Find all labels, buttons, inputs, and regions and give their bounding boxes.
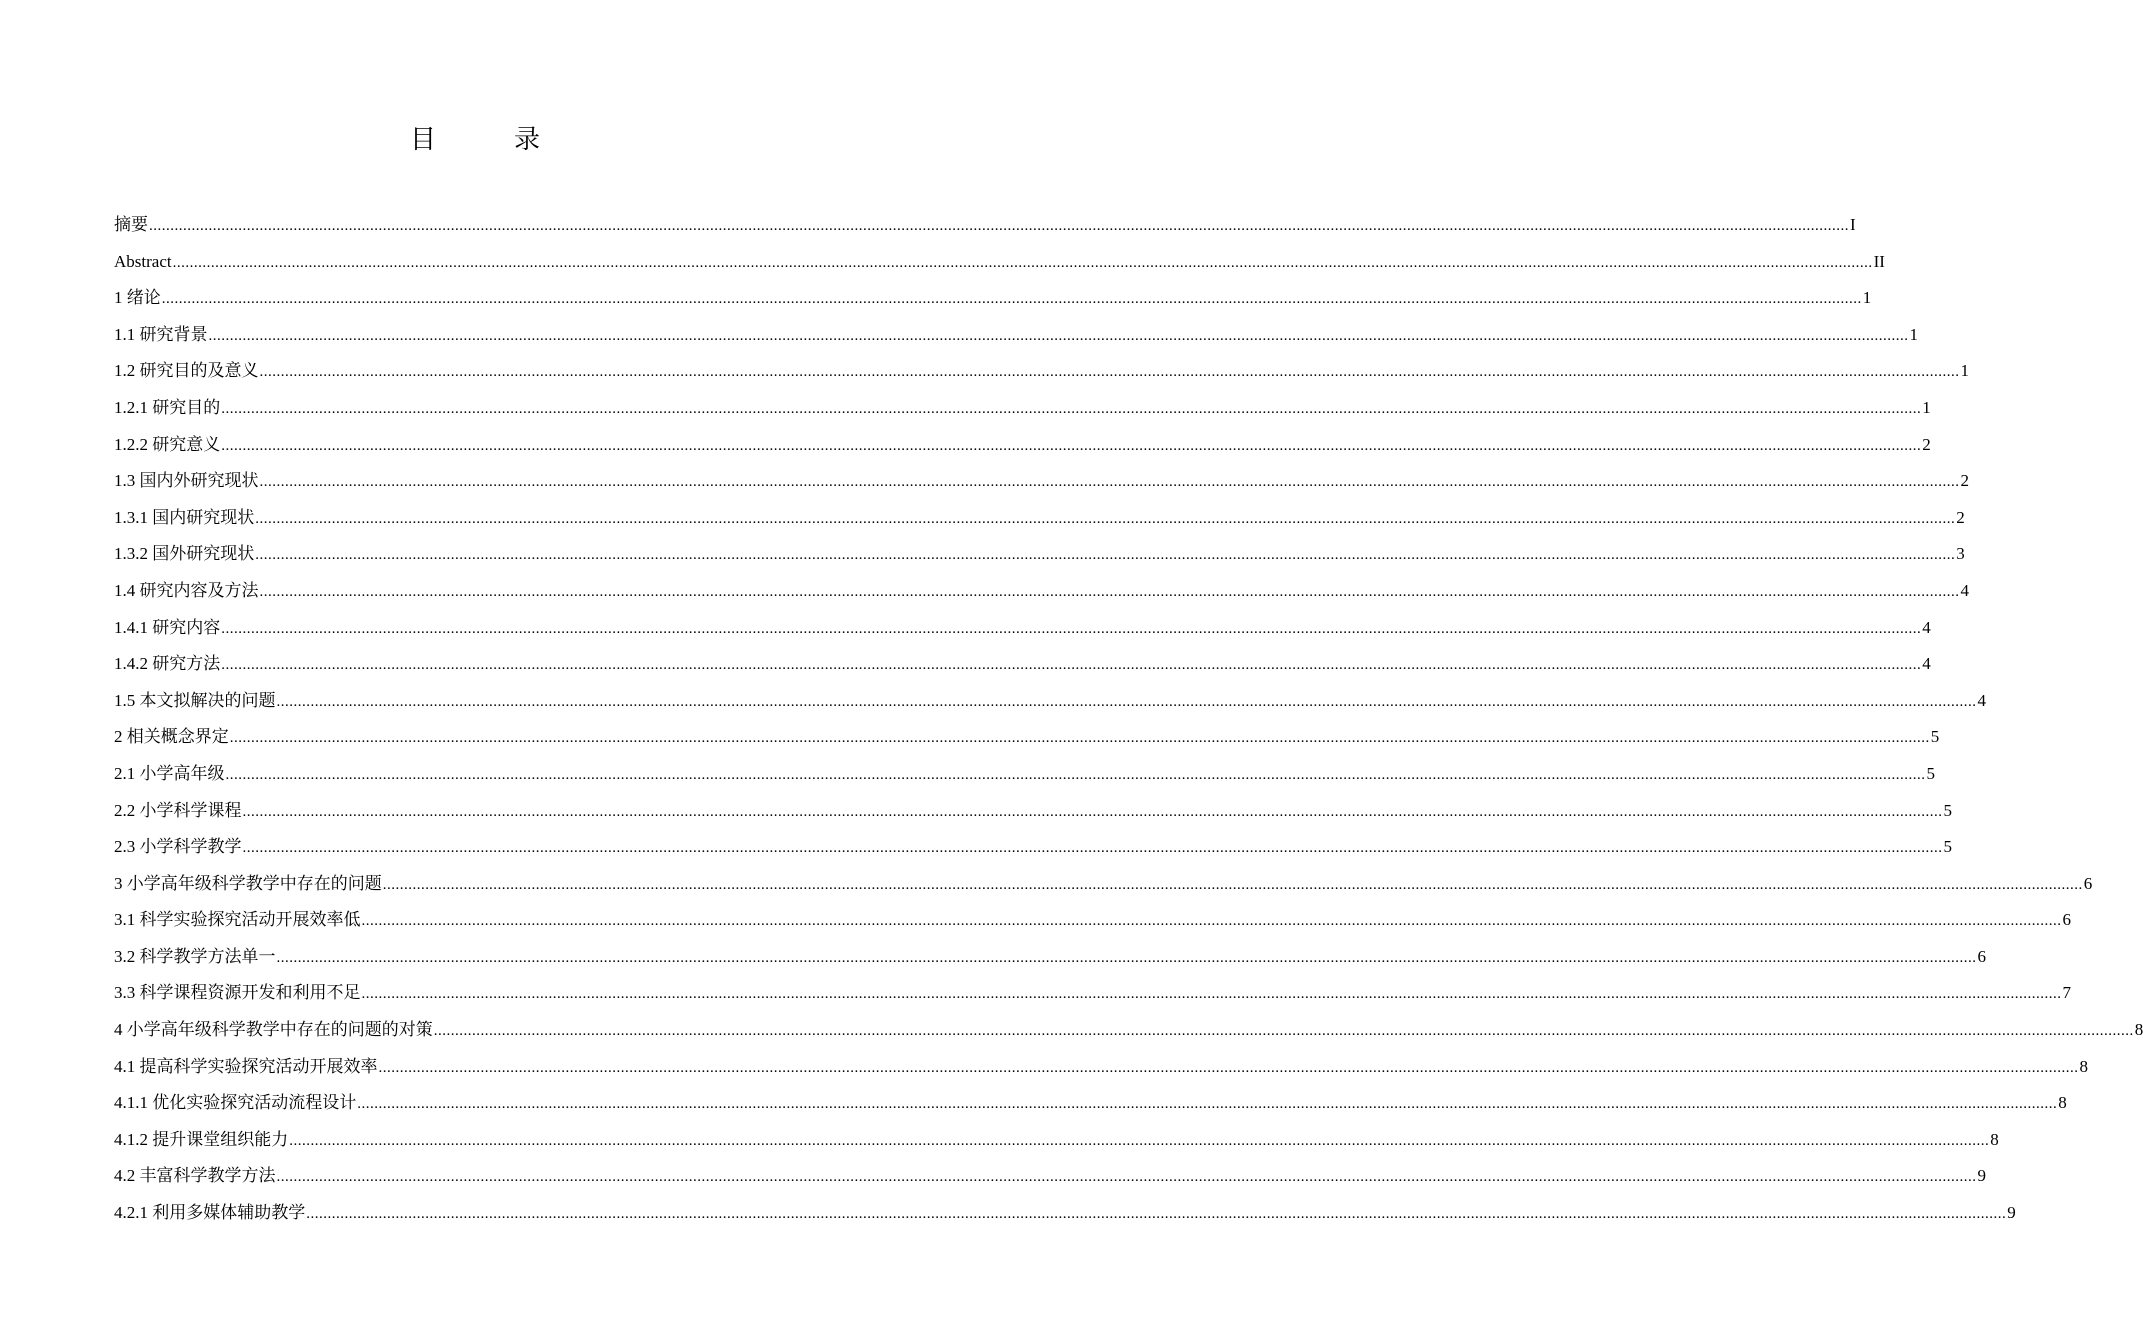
toc-entry-page-number: 1 [1922,397,1931,417]
toc-entry-label: 3.1 科学实验探究活动开展效率低 [114,910,361,930]
toc-dot-leader: ................................................................................................................................................................................................................................................................................................................................................................................................................ [306,1206,2007,1223]
toc-entry-label: 2 相关概念界定 [114,727,229,747]
toc-entry-label: 摘要 [114,215,148,234]
toc-entry-page-number: 5 [1930,727,1940,747]
toc-entry-page-number: 1 [1960,361,1969,381]
toc-entry[interactable] [114,500,1965,537]
toc-entry-label: 4.1.1 优化实验探究活动流程设计 [114,1093,357,1113]
toc-entry[interactable] [114,1122,1999,1159]
toc-entry-page-number: 5 [1943,837,1952,857]
toc-entry[interactable] [114,353,1969,390]
toc-entry-label: 2.3 小学科学教学 [114,837,242,857]
toc-entry-page-number: 1 [1862,288,1872,308]
toc-entry[interactable] [114,244,1885,281]
toc-entry[interactable] [114,427,1931,464]
toc-entry-page-number: 9 [2007,1203,2016,1223]
toc-dot-leader: ................................................................................................................................................................................................................................................................................................................................................................................................................ [259,474,1960,491]
toc-entry[interactable] [114,463,1969,500]
toc-entry-label: 1.4.2 研究方法 [114,654,221,674]
toc-entry-label: Abstract [114,251,172,271]
toc-entry-label: 3.2 科学教学方法单一 [114,946,276,966]
toc-entry-page-number: 5 [1926,763,1935,783]
toc-entry[interactable] [114,280,1872,317]
toc-entry-page-number: I [1850,215,1856,234]
toc-dot-leader: ................................................................................................................................................................................................................................................................................................................................................................................................................ [357,1096,2058,1113]
toc-entry-label: 1.3.1 国内研究现状 [114,507,255,527]
toc-entry[interactable] [114,939,1986,976]
toc-entry-page-number: 5 [1943,800,1952,820]
toc-entry-label: 4.2 丰富科学教学方法 [114,1166,276,1186]
toc-entry-label: 4.1.2 提升课堂组织能力 [114,1129,289,1149]
toc-entry-page-number: 6 [2083,873,2093,893]
toc-entry[interactable] [114,793,1952,830]
toc-entry[interactable] [114,610,1931,647]
toc-entry-page-number: II [1873,251,1885,271]
toc-entry-page-number: 4 [1922,617,1931,637]
toc-dot-leader: ................................................................................................................................................................................................................................................................................................................................................................................................................ [276,949,1977,966]
toc-dot-leader: ................................................................................................................................................................................................................................................................................................................................................................................................................ [433,1023,2134,1040]
toc-entry-label: 1.2 研究目的及意义 [114,361,259,381]
toc-entry-label: 2.2 小学科学课程 [114,800,242,820]
toc-dot-leader: ................................................................................................................................................................................................................................................................................................................................................................................................................ [255,547,1956,564]
toc-entry-label: 1.2.2 研究意义 [114,434,221,454]
toc-entry[interactable] [114,756,1935,793]
toc-entry-page-number: 1 [1909,324,1918,344]
toc-entry-page-number: 8 [2058,1093,2067,1113]
toc-list [114,207,2143,1232]
toc-entry[interactable] [114,390,1931,427]
toc-entry-page-number: 2 [1922,434,1931,454]
toc-entry[interactable] [114,646,1931,683]
toc-dot-leader: ................................................................................................................................................................................................................................................................................................................................................................................................................ [221,437,1922,454]
toc-entry-label: 1.1 研究背景 [114,324,208,344]
toc-dot-leader: ................................................................................................................................................................................................................................................................................................................................................................................................................ [221,620,1922,637]
toc-entry-label: 4 小学高年级科学教学中存在的问题的对策 [114,1020,433,1040]
toc-entry-page-number: 8 [1990,1129,1999,1149]
toc-dot-leader: ................................................................................................................................................................................................................................................................................................................................................................................................................ [361,986,2062,1003]
toc-dot-leader: ................................................................................................................................................................................................................................................................................................................................................................................................................ [259,583,1960,600]
toc-entry-label: 4.1 提高科学实验探究活动开展效率 [114,1056,378,1076]
toc-entry-page-number: 6 [2062,910,2071,930]
toc-dot-leader: ................................................................................................................................................................................................................................................................................................................................................................................................................ [229,730,1930,747]
toc-dot-leader: ................................................................................................................................................................................................................................................................................................................................................................................................................ [259,364,1960,381]
toc-dot-leader: ................................................................................................................................................................................................................................................................................................................................................................................................................ [242,840,1943,857]
toc-entry-page-number: 2 [1960,471,1969,491]
toc-dot-leader: ................................................................................................................................................................................................................................................................................................................................................................................................................ [221,657,1922,674]
toc-entry-label: 1.5 本文拟解决的问题 [114,690,276,710]
toc-dot-leader: ................................................................................................................................................................................................................................................................................................................................................................................................................ [378,1059,2079,1076]
toc-entry[interactable] [114,1085,2067,1122]
toc-entry-page-number: 6 [1977,946,1986,966]
toc-entry-label: 2.1 小学高年级 [114,763,225,783]
toc-entry-page-number: 3 [1956,544,1965,564]
toc-entry-label: 1 绪论 [114,288,161,308]
toc-entry-page-number: 4 [1922,654,1931,674]
toc-dot-leader: ................................................................................................................................................................................................................................................................................................................................................................................................................ [276,693,1977,710]
toc-entry-page-number: 4 [1960,580,1969,600]
toc-dot-leader: ................................................................................................................................................................................................................................................................................................................................................................................................................ [172,254,1873,271]
toc-entry-page-number: 8 [2134,1020,2143,1040]
toc-entry[interactable] [114,829,1952,866]
toc-entry-label: 3.3 科学课程资源开发和利用不足 [114,983,361,1003]
toc-entry[interactable] [114,866,2093,903]
toc-entry[interactable] [114,902,2071,939]
toc-dot-leader: ................................................................................................................................................................................................................................................................................................................................................................................................................ [382,876,2083,893]
toc-dot-leader: ................................................................................................................................................................................................................................................................................................................................................................................................................ [208,327,1909,344]
toc-entry[interactable] [114,975,2071,1012]
toc-entry-label: 1.3.2 国外研究现状 [114,544,255,564]
toc-entry-label: 3 小学高年级科学教学中存在的问题 [114,873,382,893]
toc-entry[interactable] [114,317,1918,354]
toc-entry-page-number: 9 [1977,1166,1986,1186]
toc-entry[interactable] [114,536,1965,573]
toc-dot-leader: ................................................................................................................................................................................................................................................................................................................................................................................................................ [361,913,2062,930]
toc-dot-leader: ................................................................................................................................................................................................................................................................................................................................................................................................................ [225,766,1926,783]
toc-entry-label: 1.2.1 研究目的 [114,397,221,417]
toc-entry-page-number: 4 [1977,690,1986,710]
toc-dot-leader: ................................................................................................................................................................................................................................................................................................................................................................................................................ [242,803,1943,820]
toc-entry[interactable] [114,1195,2016,1232]
toc-entry-label: 4.2.1 利用多媒体辅助教学 [114,1203,306,1223]
toc-entry-page-number: 7 [2062,983,2071,1003]
toc-entry[interactable] [114,683,1986,720]
toc-entry[interactable] [114,207,1856,244]
toc-entry-page-number: 8 [2079,1056,2088,1076]
toc-dot-leader: ................................................................................................................................................................................................................................................................................................................................................................................................................ [149,218,1849,234]
toc-entry[interactable] [114,573,1969,610]
toc-entry-label: 1.4.1 研究内容 [114,617,221,637]
toc-entry-page-number: 2 [1956,507,1965,527]
toc-dot-leader: ................................................................................................................................................................................................................................................................................................................................................................................................................ [255,510,1956,527]
toc-dot-leader: ................................................................................................................................................................................................................................................................................................................................................................................................................ [289,1132,1990,1149]
toc-entry[interactable] [114,1158,1986,1195]
toc-dot-leader: ................................................................................................................................................................................................................................................................................................................................................................................................................ [276,1169,1977,1186]
toc-dot-leader: ................................................................................................................................................................................................................................................................................................................................................................................................................ [161,291,1862,308]
toc-title: 目 录 [409,125,566,155]
toc-entry[interactable] [114,719,1940,756]
toc-entry-label: 1.3 国内外研究现状 [114,471,259,491]
toc-dot-leader: ................................................................................................................................................................................................................................................................................................................................................................................................................ [221,400,1922,417]
toc-entry[interactable] [114,1012,2143,1049]
toc-entry[interactable] [114,1049,2088,1086]
toc-entry-label: 1.4 研究内容及方法 [114,580,259,600]
